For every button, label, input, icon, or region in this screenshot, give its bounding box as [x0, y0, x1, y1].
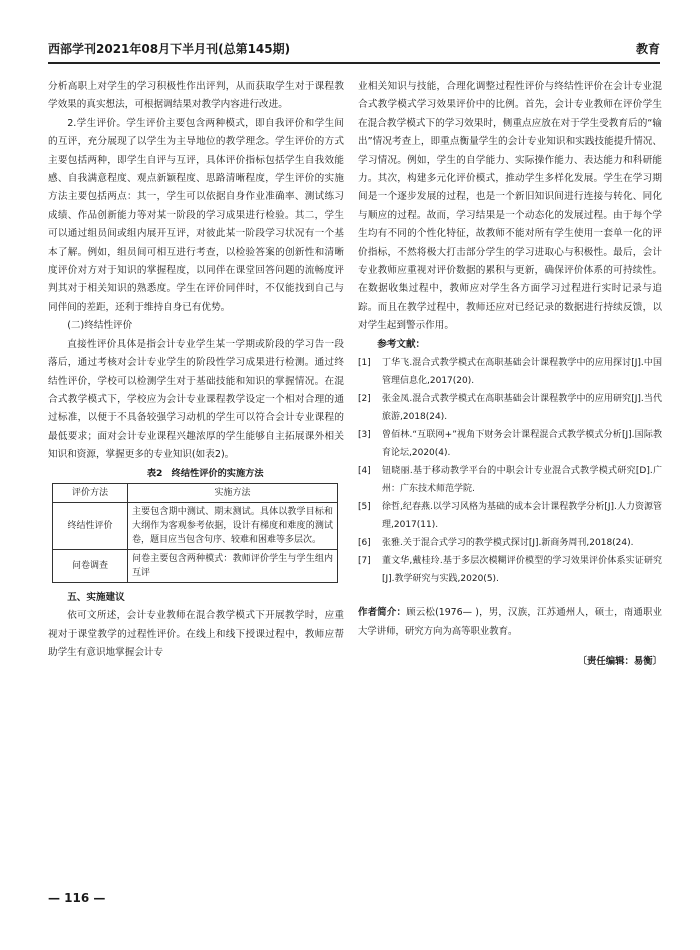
journal-title: 西部学刊2021年08月下半月刊(总第145期)	[48, 42, 291, 56]
table-header-cell: 评价方法	[53, 483, 128, 502]
references-list	[358, 354, 662, 588]
table-header-row	[53, 483, 338, 502]
table-cell: 主要包含期中测试、期末测试。具体以教学目标和大纲作为客观参考依据，设计有梯度和难度的测试卷，题目应当包含句序、较难和困难等多层次。	[128, 502, 338, 549]
table-cell: 问卷主要包含两种模式：教师评价学生与学生组内互评	[128, 549, 338, 582]
reference-number: [3]	[358, 430, 371, 441]
reference-text: 徐哲,纪春燕.以学习风格为基础的成本会计课程教学分析[J].人力资源管理,2017(11).	[382, 502, 662, 531]
reference-number: [7]	[358, 556, 371, 567]
author-bio-label: 作者简介：	[358, 607, 407, 619]
reference-text: 钮晓丽.基于移动教学平台的中职会计专业混合式教学模式研究[D].广州：广东技术师范学院.	[382, 466, 662, 495]
table-row	[53, 549, 338, 582]
reference-number: [4]	[358, 466, 371, 477]
reference-item	[358, 498, 662, 534]
reference-item	[358, 354, 662, 390]
page-number: — 116 —	[48, 891, 106, 905]
paragraph: 直接性评价具体是指会计专业学生某一学期或阶段的学习告一段落后，通过考核对会计专业学生的阶段性学习成果进行检测。通过终结性评价，学校可以检测学生对于基础技能和知识的掌握情况。在混合式教学模式下，学校应为会计专业课程教学设定一个相对合理的通过标准，以便于不具备较强学习动机的学生可以符合会计专业课程的最低要求；面对会计专业课程兴趣浓厚的学生能够自主拓展课外相关知识和资源，掌握更多的专业知识(如表2)。	[48, 338, 344, 461]
reference-number: [1]	[358, 358, 371, 369]
page-header	[48, 36, 660, 64]
right-column	[358, 78, 662, 671]
reference-number: [5]	[358, 502, 371, 513]
left-column	[48, 78, 344, 663]
author-bio	[358, 604, 662, 641]
references-title: 参考文献：	[377, 338, 426, 350]
reference-number: [6]	[358, 538, 371, 549]
methods-table	[52, 483, 338, 583]
reference-item	[358, 534, 662, 552]
table-row	[53, 502, 338, 549]
paragraph: 依可文所述，会计专业教师在混合教学模式下开展教学时，应重视对于课堂教学的过程性评价。在线上和线下授课过程中，教师应帮助学生有意识地掌握会计专	[48, 610, 344, 659]
author-bio-text: 顾云松(1976— )，男，汉族，江苏通州人，硕士，南通职业大学讲师，研究方向为高等职业教育。	[358, 607, 662, 637]
paragraph: 2.学生评价。学生评价主要包含两种模式，即自我评价和学生间的互评，充分展现了以学生为主导地位的教学理念。学生评价的方式主要包括两种，即学生自评与互评，具体评价指标包括学生自我效能感、自我满意程度、观点新颖程度、思路清晰程度，学生评价的实施方法主要包括两点：其一，学生可以依据自身作业准确率、测试练习成绩、作品创新能力等对某一阶段的学习成果进行检验。其二，学生可以通过组员间或组内展开互评，对彼此某一阶段学习状况有一个基本了解。例如，组员间可相互进行考查，以检验答案的创新性和清晰度评价对方对于知识的掌握程度，以同伴在课堂回答问题的流畅度评判其对于相关知识的熟悉度。学生在评价同伴时，不仅能找到自己与同伴间的差距，还利于维持自身已有优势。	[48, 117, 344, 313]
paragraph: 业相关知识与技能，合理化调整过程性评价与终结性评价在会计专业混合式教学模式学习效果评价中的比例。首先，会计专业教师在评价学生在混合教学模式下的学习效果时，侧重点应放在对于学生受教育后的“输出”情况考查上，即重点衡量学生的会计专业知识和实践技能提升情况、学习情况。例如，学生的自学能力、实际操作能力、表达能力和科研能力。其次，构建多元化评价模式，推动学生多样化发展。学生在学习期间是一个逐步发展的过程，也是一个新旧知识间进行连接与转化、同化与顺应的过程。故而，学习结果是一个动态化的发展过程。由于每个学生均有不同的个性化特征，故教师不能对所有学生使用一套单一化的评价指标，不然将极大打击部分学生的学习进取心与积极性。最后，会计专业教师应重视对评价数据的累积与更新，确保评价体系的可持续性。在数据收集过程中，教师应对学生各方面学习过程进行实时记录与追踪。而且在教学过程中，教师还应对已经记录的数据进行持续反馈，以对学生起到警示作用。	[358, 81, 662, 332]
reference-item	[358, 390, 662, 426]
paragraph: 分析高职上对学生的学习积极性作出评判，从而获取学生对于课程教学效果的真实想法，可根据调结果对教学内容进行改进。	[48, 81, 344, 111]
table-cell: 问卷调查	[53, 549, 128, 582]
section-title: 五、实施建议	[67, 591, 125, 603]
reference-item	[358, 462, 662, 498]
subsection-title: (二)终结性评价	[67, 320, 133, 332]
table-cell: 终结性评价	[53, 502, 128, 549]
responsible-editor: 〔责任编辑：易衡〕	[577, 655, 662, 667]
reference-number: [2]	[358, 394, 371, 405]
reference-item	[358, 552, 662, 588]
reference-text: 张金凤.混合式教学模式在高职基础会计课程教学中的应用研究[J].当代旅游,2018(24).	[382, 394, 662, 423]
table-caption: 表2 终结性评价的实施方法	[146, 467, 264, 479]
reference-text: 丁华飞.混合式教学模式在高职基础会计课程教学中的应用探讨[J].中国管理信息化,2017(20).	[382, 358, 662, 387]
reference-item	[358, 426, 662, 462]
reference-text: 曾佰林.“互联网+”视角下财务会计课程混合式教学模式分析[J].国际教育论坛,2020(4).	[382, 430, 662, 459]
table-header-cell: 实施方法	[128, 483, 338, 502]
reference-text: 董文华,戴桂玲.基于多层次模糊评价模型的学习效果评价体系实证研究[J].教学研究与实践,2020(5).	[382, 556, 662, 585]
reference-text: 张雅.关于混合式学习的教学模式探讨[J].新商务周刊,2018(24).	[382, 538, 634, 549]
section-label: 教育	[635, 42, 660, 56]
